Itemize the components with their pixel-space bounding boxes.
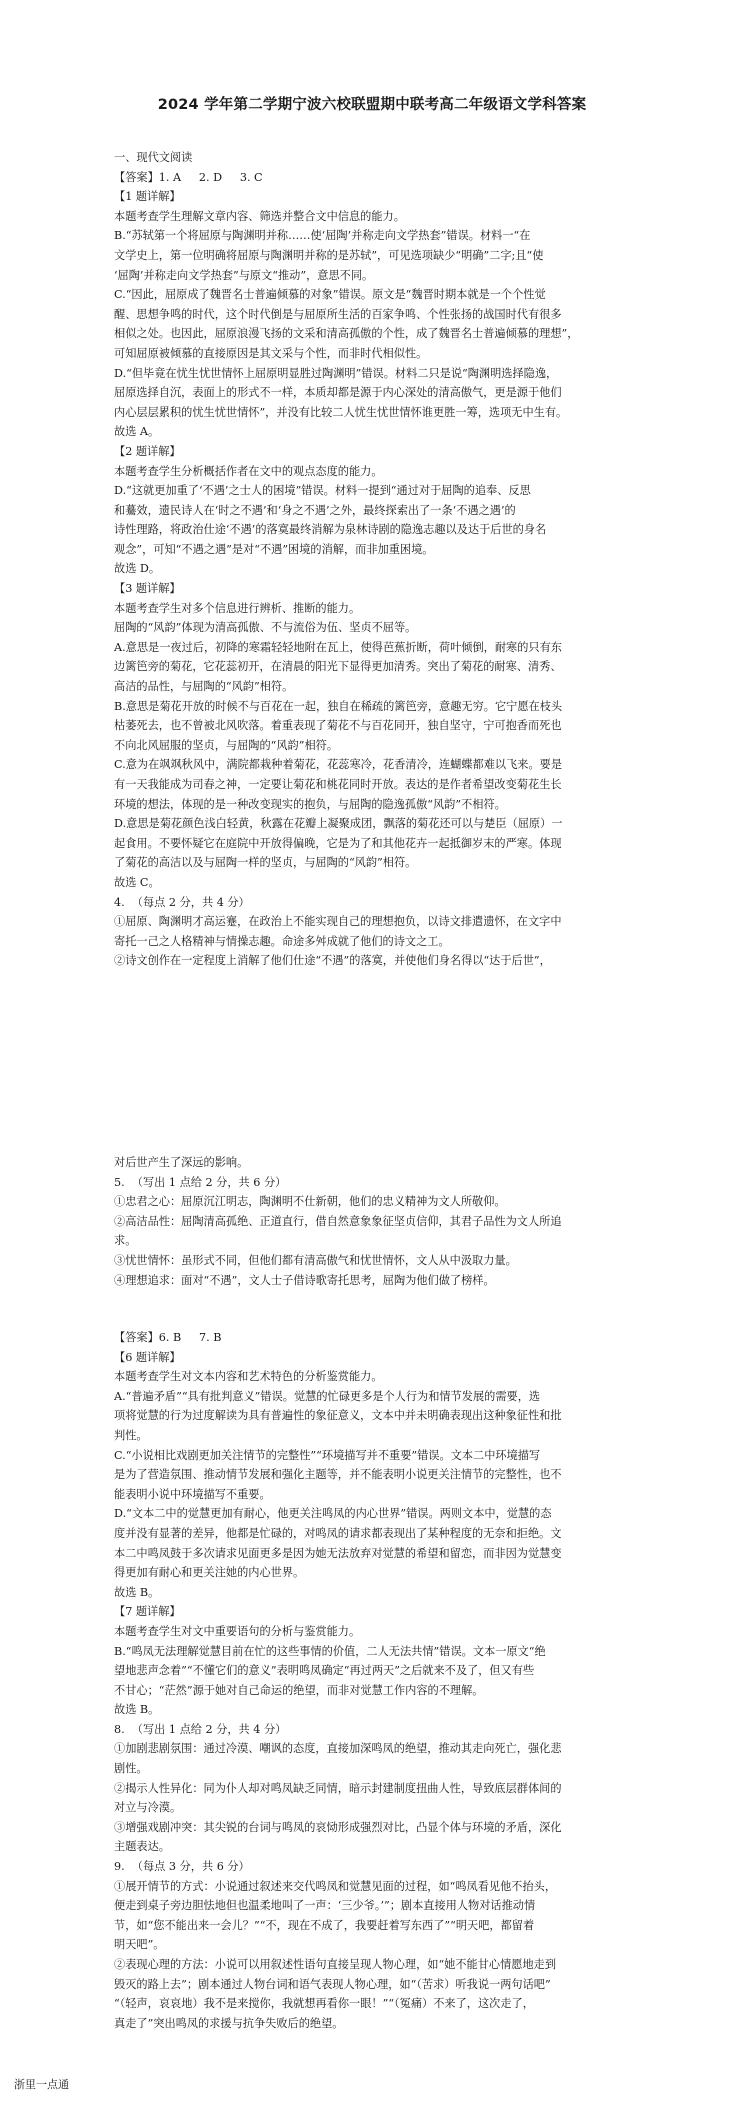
text-line: 度并没有显著的差异，他都是忙碌的，对鸣凤的请求都表现出了某种程度的无奈和拒绝。文 (114, 1526, 562, 1540)
text-line: 枯萎死去，也不曾被北风吹落。着重表现了菊花不与百花同开，独自坚守，宁可抱香而死也 (114, 719, 562, 733)
text-line: D.“文本二中的觉慧更加有耐心，他更关注鸣凤的内心世界”错误。两则文本中，觉慧的态 (114, 1507, 552, 1521)
text-line: 故选 B。 (114, 1703, 160, 1717)
text-line: B.“鸣凤无法理解觉慧目前在忙的这些事情的价值，二人无法共情”错误。文本一原文“绝 (114, 1644, 546, 1658)
text-line: 【2 题详解】 (114, 444, 181, 458)
text-line: C.“小说相比戏剧更加关注情节的完整性”“环境描写并不重要”错误。文本二中环境描写 (114, 1448, 541, 1462)
text-line: 对立与冷漠。 (114, 1801, 182, 1815)
text-line: 便走到桌子旁边胆怯地但也温柔地叫了一声：‘三少爷。’”；剧本直接用人物对话推动情 (114, 1899, 536, 1913)
text-line: 寄托一己之人格精神与情操志趣。命途多舛成就了他们的诗文之工。 (114, 934, 450, 948)
text-line: 故选 B。 (114, 1585, 160, 1599)
text-line: ④理想追求：面对“不遇”，文人士子借诗歌寄托思考，屈陶为他们做了榜样。 (114, 1273, 495, 1287)
text-line: 有一天我能成为司春之神，一定要让菊花和桃花同时开放。表达的是作者希望改变菊花生长 (114, 778, 562, 791)
text-line: 4. （每点 2 分，共 4 分） (114, 895, 250, 909)
text-line: 【答案】6. B 7. B (114, 1331, 222, 1344)
text-line: 毁灭的路上去”；剧本通过人物台词和语气表现人物心理，如“（苦求）听我说一两句话吧” (114, 1977, 551, 1991)
text-line: 本题考查学生对文本内容和艺术特色的分析鉴赏能力。 (114, 1370, 383, 1384)
text-line: ①忠君之心：屈原沉江明志，陶渊明不仕新朝，他们的忠义精神为文人所敬仰。 (114, 1195, 506, 1209)
text-line: B.“苏轼第一个将屈原与陶渊明并称……使‘屈陶’并称走向文学热套”错误。材料一“在 (114, 229, 531, 243)
text-line: 【1 题详解】 (114, 190, 181, 204)
text-line: A.意思是一夜过后，初降的寒霜轻轻地附在瓦上，使得芭蕉折断，荷叶倾倒，耐寒的只有东 (114, 640, 562, 654)
text-line: 本题考查学生分析概括作者在文中的观点态度的能力。 (114, 464, 383, 478)
text-line: 和驀效，遗民诗人在‘时之不遇’和‘身之不遇’之外，最终探索出了一条‘不遇之遇’的 (114, 503, 516, 517)
text-line: ①加剧悲剧氛围：通过冷漠、嘲讽的态度，直接加深鸣凤的绝望，推动其走向死亡，强化悲 (114, 1742, 562, 1756)
text-line: 观念”，可知“不遇之遇”是对“不遇”困境的消解，而非加重困境。 (114, 542, 434, 556)
answer-section-1-4 (114, 148, 658, 971)
text-line: 醒、思想争鸣的时代，这个时代倒是与屈原所生活的百家争鸣、个性张扬的战国时代有很多 (114, 307, 562, 321)
text-line: ②诗文创作在一定程度上消解了他们仕途“不遇”的落寞，并使他们身名得以“达于后世”， (114, 954, 551, 968)
text-line: 高洁的品性，与屈陶的“风韵”相符。 (114, 680, 294, 694)
text-line: 能表明小说中环境描写不重要。 (114, 1487, 271, 1501)
text-line: 了菊花的高洁以及与屈陶一样的坚贞，与屈陶的“风韵”相符。 (114, 856, 417, 870)
text-line: D.“但毕竟在忧生忧世情怀上屈原明显胜过陶渊明”错误。材料二只是说“陶渊明选择隐逸， (114, 366, 558, 380)
text-line: ③忧世情怀：虽形式不同，但他们都有清高傲气和忧世情怀，文人从中汲取力量。 (114, 1253, 517, 1267)
text-line: ②表现心理的方法：小说可以用叙述性语句直接呈现人物心理，如“她不能甘心情愿地走到 (114, 1958, 557, 1971)
text-line: 边篱笆旁的菊花，它花蕊初开，在清晨的阳光下显得更加清秀。突出了菊花的耐寒、清秀、 (114, 660, 562, 674)
text-line: 故选 A。 (114, 425, 160, 439)
text-line: 屈陶的“风韵”体现为清高孤傲、不与流俗为伍、坚贞不屈等。 (114, 621, 417, 635)
text-line: 起食用。不要怀疑它在庭院中开放得偏晚，它是为了和其他花卉一起抵御岁末的严寒。体现 (114, 836, 562, 850)
text-line: ③增强戏剧冲突：其尖锐的台词与鸣凤的哀恸形成强烈对比，凸显个体与环境的矛盾，深化 (114, 1820, 562, 1834)
text-line: 项将觉慧的行为过度解读为具有普遍性的象征意义，文本中并未明确表现出这种象征性和批 (114, 1409, 562, 1423)
text-line: 【3 题详解】 (114, 582, 181, 596)
text-line: 可知屈原被倾慕的直接原因是其文采与个性，而非时代相似性。 (114, 346, 428, 360)
text-line: 故选 C。 (114, 875, 160, 889)
text-line: A.“普遍矛盾”“具有批判意义”错误。觉慧的忙碌更多是个人行为和情节发展的需要，选 (114, 1389, 541, 1403)
text-line: D.“这就更加重了‘不遇’之士人的困境”错误。材料一提到“通过对于屈陶的追奉、反思 (114, 484, 531, 498)
answer-section-4-5 (114, 1153, 658, 1290)
text-line: ①屈原、陶渊明才高运蹇，在政治上不能实现自己的理想抱负，以诗文排遣遗怀，在文字中 (114, 915, 562, 929)
text-line: “（轻声，哀哀地）我不是来搅你，我就想再看你一眼！”“（冤痛）不来了，这次走了， (114, 1997, 534, 2011)
text-line: D.意思是菊花颜色浅白轻黄，秋露在花瓣上凝聚成团，飘落的菊花还可以与楚臣（屈原）一 (114, 817, 563, 831)
page-title: 2024 学年第二学期宁波六校联盟期中联考高二年级语文学科答案 (157, 97, 587, 113)
text-line: 诗性理路，将政治仕途‘不遇’的落寞最终消解为泉林诗剧的隐逸志趣以及达于后世的身名 (114, 523, 547, 537)
text-line: 【6 题详解】 (114, 1350, 181, 1364)
text-line: 剧性。 (114, 1762, 148, 1776)
text-line: 判性。 (114, 1428, 148, 1442)
text-line: 屈原选择自沉，表面上的形式不一样，本质却都是源于内心深处的清高傲气，更是源于他们 (114, 386, 562, 400)
text-line: 本二中鸣凤鼓于多次请求见面更多是因为她无法放弃对觉慧的希望和留恋，而非因为觉慧变 (114, 1546, 562, 1560)
text-line: ①展开情节的方式：小说通过叙述来交代鸣凤和觉慧见面的过程，如“鸣凤看见他不抬头， (114, 1879, 557, 1893)
text-line: 9. （每点 3 分，共 6 分） (114, 1860, 250, 1874)
text-line: 本题考查学生对文中重要语句的分析与鉴赏能力。 (114, 1624, 361, 1638)
text-line: 内心层层累积的忧生忧世情怀”，并没有比较二人忧生忧世情怀谁更胜一筹，选项无中生有。 (114, 405, 568, 419)
text-line: 求。 (114, 1234, 137, 1248)
text-line: 不向北风屈服的坚贞，与屈陶的“风韵”相符。 (114, 738, 339, 752)
text-line: 相似之处。也因此，屈原浪漫飞扬的文采和清高孤傲的个性，成了魏晋名士普遍倾慕的理想”， (114, 327, 579, 341)
text-line: 望地悲声念着”“不懂它们的意义”表明鸣凤确定“再过两天”之后就来不及了，但又有些 (114, 1664, 535, 1678)
text-line: 本题考查学生对多个信息进行辨析、推断的能力。 (114, 601, 361, 615)
text-line: 得更加有耐心和更关注她的内心世界。 (114, 1566, 305, 1580)
text-line: C.“因此，屈原成了魏晋名士普遍倾慕的对象”错误。原文是“魏晋时期本就是一个个性觉 (114, 288, 546, 302)
text-line: 是为了营造氛围、推动情节发展和强化主题等，并不能表明小说更关注情节的完整性，也不 (114, 1468, 562, 1482)
text-line: 【答案】1. A 2. D 3. C (114, 170, 263, 184)
text-line: 真走了”突出鸣凤的求援与抗争失败后的绝望。 (114, 2016, 344, 2030)
text-line: 文学史上，第一位明确将屈原与陶渊明并称的是苏轼”，可见选项缺少“明确”二字;且“使 (114, 248, 544, 262)
text-line: C.意为在飒飒秋风中，满院都栽种着菊花，花蕊寒冷，花香清冷，连蝴蝶都难以飞来。要是 (114, 758, 563, 772)
text-line: 一、现代文阅读 (114, 151, 193, 164)
text-line: 对后世产生了深远的影响。 (114, 1156, 249, 1169)
text-line: 故选 D。 (114, 562, 161, 576)
text-line: ②高洁品性：屈陶清高孤绝、正道直行，借自然意象象征坚贞信仰，其君子品性为文人所追 (114, 1214, 562, 1228)
text-line: 环境的想法，体现的是一种改变现实的抱负，与屈陶的隐逸孤傲“风韵”不相符。 (114, 797, 506, 811)
text-line: ‘屈陶’并称走向文学热套”与原文“推动”，意思不同。 (114, 268, 374, 282)
text-line: 主题表达。 (114, 1840, 170, 1854)
text-line: 不甘心；“茫然”源于她对自己命运的绝望，而非对觉慧工作内容的不理解。 (114, 1683, 484, 1697)
text-line: 本题考查学生理解文章内容、筛选并整合文中信息的能力。 (114, 209, 405, 223)
footer-watermark: 浙里一点通 (14, 2078, 69, 2091)
text-line: 5. （写出 1 点给 2 分，共 6 分） (114, 1175, 287, 1189)
text-line: B.意思是菊花开放的时候不与百花在一起，独自在稀疏的篱笆旁，意趣无穷。它宁愿在枝头 (114, 699, 563, 713)
text-line: 节，如“您不能出来一会儿？”“不，现在不成了，我要赶着写东西了”“明天吧，都留着 (114, 1918, 535, 1932)
text-line: 【7 题详解】 (114, 1605, 181, 1619)
text-line: ②揭示人性异化：同为仆人却对鸣凤缺乏同情，暗示封建制度扭曲人性，导致底层群体间的 (114, 1781, 562, 1795)
answer-section-6-9 (114, 1328, 658, 2033)
text-line: 明天吧”。 (114, 1938, 165, 1952)
text-line: 8. （写出 1 点给 2 分，共 4 分） (114, 1722, 287, 1736)
